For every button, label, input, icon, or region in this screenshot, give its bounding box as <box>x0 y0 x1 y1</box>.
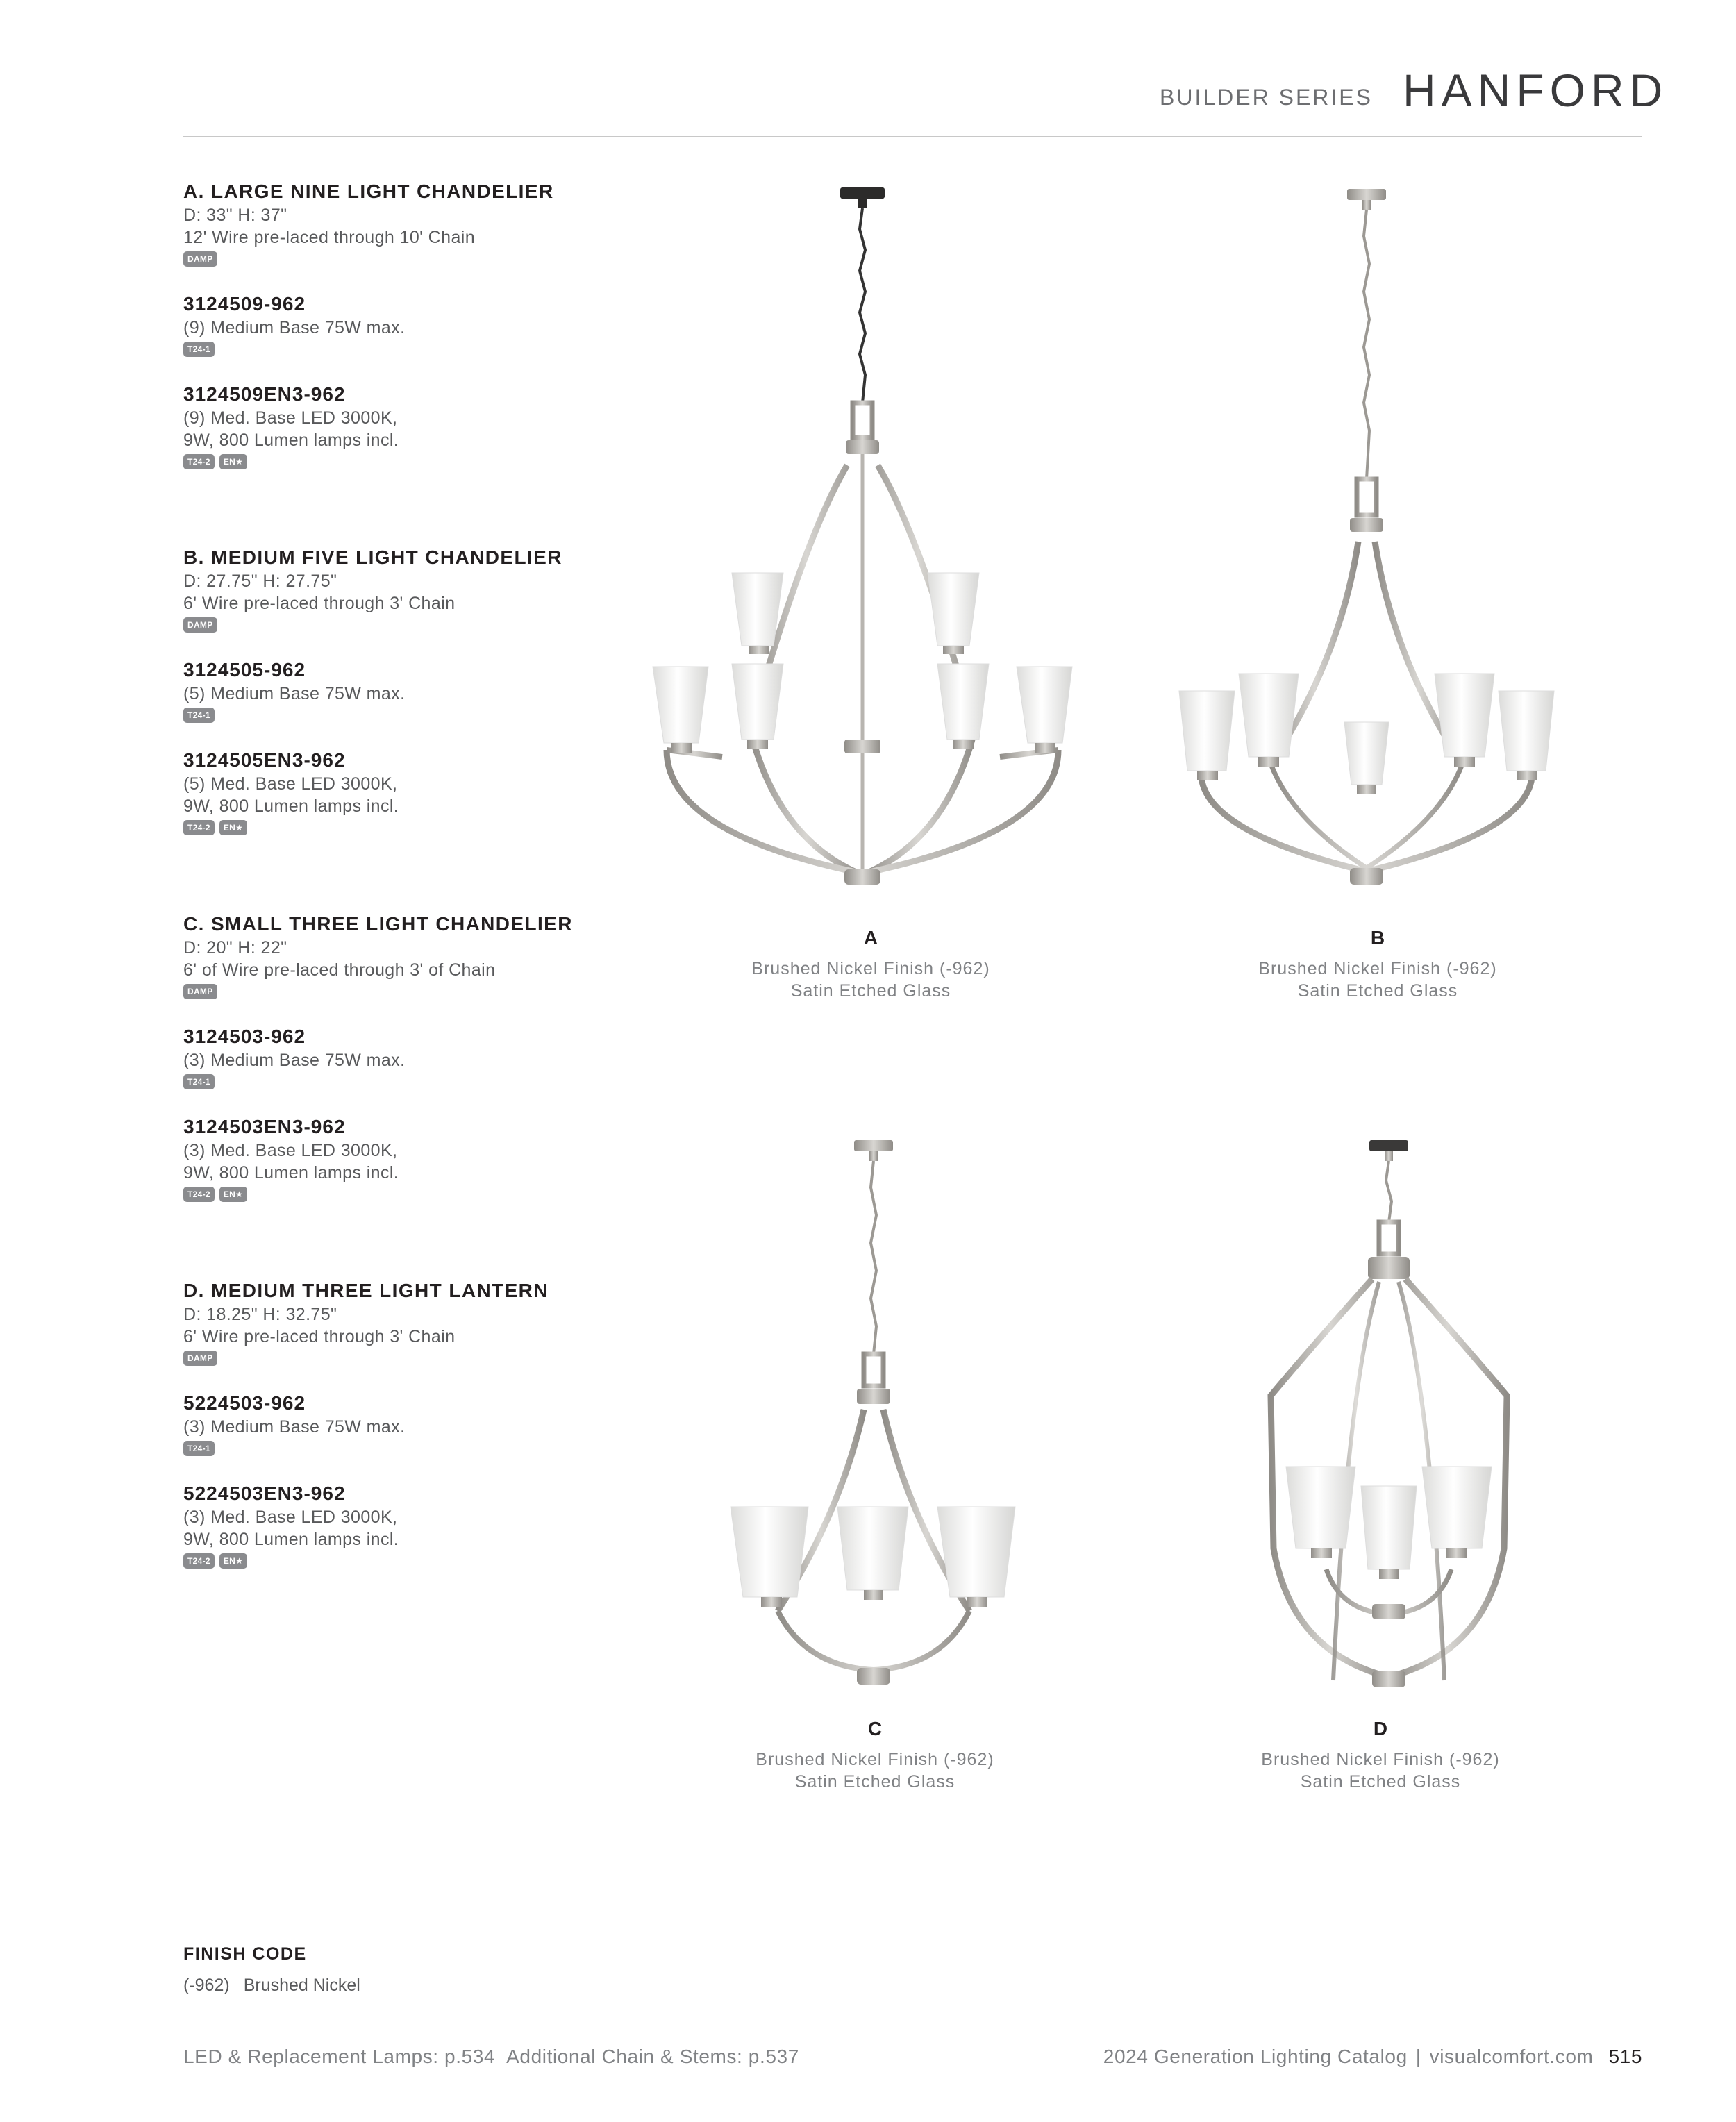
caption-finish: Brushed Nickel Finish (-962) <box>1261 1750 1500 1769</box>
t24-badge: T24-2 <box>183 1187 215 1202</box>
caption-c <box>667 1718 1083 1793</box>
product-a-specs <box>183 179 554 469</box>
caption-finish: Brushed Nickel Finish (-962) <box>756 1750 994 1769</box>
t24-badge: T24-1 <box>183 1074 215 1089</box>
product-d-specs <box>183 1278 549 1569</box>
chandelier-a-image <box>639 174 1111 903</box>
product-title: D. MEDIUM THREE LIGHT LANTERN <box>183 1280 549 1301</box>
sku-desc: 9W, 800 Lumen lamps incl. <box>183 431 399 450</box>
t24-badge: T24-1 <box>183 342 215 357</box>
sku-desc: (9) Medium Base 75W max. <box>183 318 406 337</box>
caption-a <box>662 927 1079 1002</box>
catalog-name: 2024 Generation Lighting Catalog <box>1103 2046 1408 2067</box>
product-title: A. LARGE NINE LIGHT CHANDELIER <box>183 181 554 202</box>
damp-badge: DAMP <box>183 1351 217 1366</box>
caption-glass: Satin Etched Glass <box>1300 1772 1461 1791</box>
sku-code: 3124503EN3-962 <box>183 1116 346 1137</box>
wire-info: 6' Wire pre-laced through 3' Chain <box>183 594 456 613</box>
sku-desc: 9W, 800 Lumen lamps incl. <box>183 1163 399 1183</box>
sku-desc: (9) Med. Base LED 3000K, <box>183 408 398 428</box>
series-label: BUILDER SERIES <box>1160 85 1373 110</box>
dimensions: D: 18.25" H: 32.75" <box>183 1305 337 1324</box>
sku-desc: (5) Medium Base 75W max. <box>183 684 406 703</box>
product-b-specs <box>183 545 562 835</box>
t24-badge: T24-1 <box>183 708 215 723</box>
t24-badge: T24-2 <box>183 820 215 835</box>
caption-glass: Satin Etched Glass <box>1297 981 1458 1001</box>
caption-letter: D <box>1373 1718 1388 1739</box>
chain-reference: Additional Chain & Stems: p.537 <box>506 2046 799 2067</box>
sku-desc: 9W, 800 Lumen lamps incl. <box>183 1530 399 1549</box>
sku-code: 3124509-962 <box>183 293 306 315</box>
t24-badge: T24-1 <box>183 1441 215 1456</box>
caption-finish: Brushed Nickel Finish (-962) <box>1258 959 1497 978</box>
energy-star-badge: EN★ <box>219 454 247 469</box>
caption-glass: Satin Etched Glass <box>790 981 951 1001</box>
product-title: C. SMALL THREE LIGHT CHANDELIER <box>183 913 573 935</box>
t24-badge: T24-2 <box>183 1553 215 1569</box>
sku-code: 3124509EN3-962 <box>183 383 346 405</box>
sku-code: 5224503EN3-962 <box>183 1482 346 1504</box>
sku-code: 5224503-962 <box>183 1392 306 1414</box>
footer-separator: | <box>1415 2046 1421 2067</box>
website-link[interactable]: visualcomfort.com <box>1429 2046 1594 2067</box>
caption-glass: Satin Etched Glass <box>794 1772 955 1791</box>
lamps-reference: LED & Replacement Lamps: p.534 <box>183 2046 496 2067</box>
sku-desc: (3) Med. Base LED 3000K, <box>183 1507 398 1527</box>
finish-code-entry <box>183 1975 374 1996</box>
sku-desc: 9W, 800 Lumen lamps incl. <box>183 796 399 816</box>
sku-code: 3124505EN3-962 <box>183 749 346 771</box>
t24-badge: T24-2 <box>183 454 215 469</box>
sku-code: 3124505-962 <box>183 659 306 680</box>
caption-letter: C <box>867 1718 883 1739</box>
finish-code-title: FINISH CODE <box>183 1944 307 1964</box>
dimensions: D: 27.75" H: 27.75" <box>183 571 337 591</box>
chandelier-c-image <box>722 1125 1028 1708</box>
damp-badge: DAMP <box>183 617 217 633</box>
caption-b <box>1169 927 1586 1002</box>
damp-badge: DAMP <box>183 251 217 267</box>
damp-badge: DAMP <box>183 984 217 999</box>
chandelier-b-image <box>1167 174 1583 903</box>
energy-star-badge: EN★ <box>219 1187 247 1202</box>
finish-code: (-962) <box>183 1975 230 1995</box>
product-title: B. MEDIUM FIVE LIGHT CHANDELIER <box>183 546 562 568</box>
finish-name: Brushed Nickel <box>243 1975 360 1995</box>
collection-title: HANFORD <box>1403 65 1669 116</box>
caption-finish: Brushed Nickel Finish (-962) <box>751 959 990 978</box>
product-c-specs <box>183 912 573 1202</box>
header-divider <box>183 136 1642 137</box>
sku-desc: (3) Med. Base LED 3000K, <box>183 1141 398 1160</box>
page-number: 515 <box>1608 2046 1642 2067</box>
sku-desc: (5) Med. Base LED 3000K, <box>183 774 398 794</box>
dimensions: D: 20" H: 22" <box>183 938 287 958</box>
sku-desc: (3) Medium Base 75W max. <box>183 1051 406 1070</box>
energy-star-badge: EN★ <box>219 820 247 835</box>
sku-code: 3124503-962 <box>183 1026 306 1047</box>
wire-info: 6' of Wire pre-laced through 3' of Chain <box>183 960 496 980</box>
energy-star-badge: EN★ <box>219 1553 247 1569</box>
wire-info: 12' Wire pre-laced through 10' Chain <box>183 228 476 247</box>
wire-info: 6' Wire pre-laced through 3' Chain <box>183 1327 456 1346</box>
footer-references <box>183 2046 799 2068</box>
sku-desc: (3) Medium Base 75W max. <box>183 1417 406 1437</box>
footer-catalog <box>1103 2046 1642 2068</box>
lantern-d-image <box>1250 1125 1528 1722</box>
dimensions: D: 33" H: 37" <box>183 206 287 225</box>
caption-letter: A <box>863 927 878 949</box>
caption-letter: B <box>1370 927 1385 949</box>
caption-d <box>1172 1718 1589 1793</box>
